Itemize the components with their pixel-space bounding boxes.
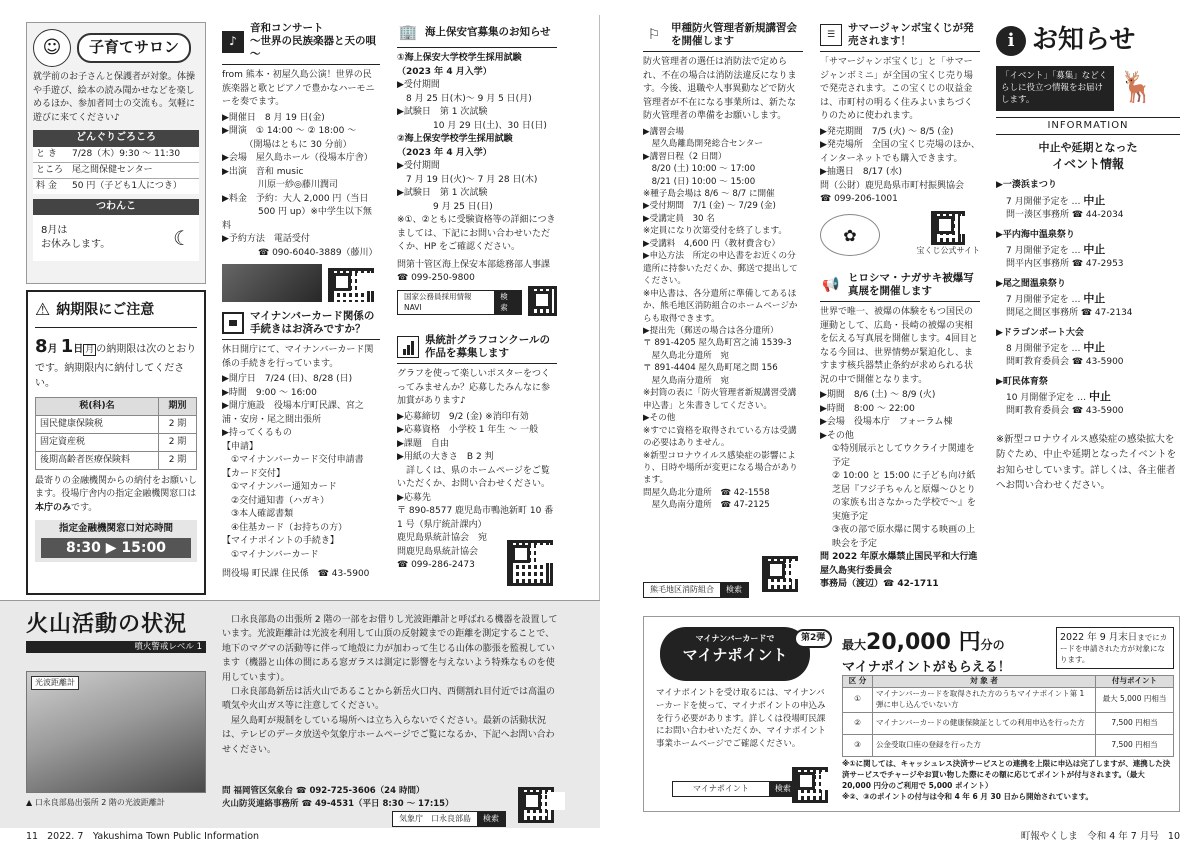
bouka-title: 甲種防火管理者新規講習会を開催します <box>671 22 797 48</box>
table-row: ② マイナンバーカードの健康保険証としての利用申込を行った方 7,500 円相当 <box>843 712 1174 734</box>
warning-icon: ⚠ <box>35 300 51 320</box>
kazan-contact: 問 福岡管区気象台 ☎ 092-725-3606（24 時間） 火山防災連絡事務所 ☎ 49-4531（平日 8:30 ～ 17:15） <box>222 786 454 809</box>
kazan-search-box[interactable]: 気象庁 口永良部島 検索 <box>392 811 506 827</box>
mynumber-items: ▶開庁日 7/24 (日)、8/28 (日) ▶時間 9:00 ～ 16:00 ▶開庁施設 役場本庁町民課、宮之浦・安房・尾之間出張所 ▶持ってくるもの 【申請】 ①マイナンバーカード交付申請書 【カード交付】 ①マイナンバー通知カード ②交付通知書（ハガキ） ③本人確認書類 ④住基カード（お持ちの方） 【マイナポイントの手続き】 ①マイナンバーカード <box>222 374 364 560</box>
mynumber-intro: 休日開庁にて、マイナンバーカード関係の手続きを行っています。 <box>222 345 374 369</box>
jumbo-title: サマージャンボ宝くじが発売されます！ <box>848 22 974 48</box>
kaijo-items: ①海上保安大学校学生採用試験 （2023 年 4 月入学） ▶受付期間 8 月 25 日(木)～ 9 月 5 日(月) ▶試験日 第 1 次試験 10 月 29 日(土)、30 日(日) ②海上保安学校学生採用試験 （2023 年 4 月入学） ▶受付期間 7 月 19 日(火)～ 7 月 28 日(木) ▶試験日 第 1 次試験 9 月 25 日(日) ※①、②ともに受験資格等の詳細につきましては、下記にお問い合わせいただくか、HP をご確認ください。 問第十管区海上保安本部総務部人事課 ☎ 099-250-9800 <box>397 53 556 283</box>
concert-subtitle: ～世界の民族楽器と天の唄～ <box>250 35 376 61</box>
deer-mascot-icon: 🦌 <box>1118 69 1156 105</box>
mynumber-section <box>222 310 380 595</box>
hours-box <box>35 520 197 562</box>
nouki-section <box>26 290 206 595</box>
sleeping-baby-icon: ☾ <box>173 225 191 250</box>
oshirase-sub-b: イベント情報 <box>1051 157 1124 172</box>
kazan-qr-code[interactable] <box>518 787 554 823</box>
tsuwanko-body: 8月は お休みします。 <box>41 224 111 251</box>
kazan-section <box>0 600 600 828</box>
mynapoint-body: マイナポイントを受け取るには、マイナンバーカードを使って、マイナポイントの申込みを行う必要があります。詳しくは役場町民課にお問い合わせいただくか、マイナポイント事業ホームページでご確認ください。 <box>656 688 826 749</box>
card-icon <box>222 312 244 334</box>
jumbo-section <box>820 22 980 267</box>
dondon-table <box>33 147 199 194</box>
lottery-ticket-icon: ☰ <box>820 24 842 46</box>
nouki-lead: 8月 1日 月 の納期限は次のとおりです。納期限内に納付してください。 <box>35 335 197 390</box>
mynapoint-dan: 第2弾 <box>794 629 832 648</box>
kazan-caption: ▲ 口永良部島出張所 2 階の光波距離計 <box>26 798 165 807</box>
mynapoint-table: 区 分 対 象 者 付与ポイント ① マイナンバーカードを取得された方のうちマイナポイント第 1 弾に申し込んでいない方 最大 5,000 円相当 ② マイナンバーカードの健康保険証としての利用申込を行った方 7,500 円相当 ③ 公金受取口座の登録を行った方 7,500 円相当 <box>842 675 1174 757</box>
tsuwanko-box <box>33 215 199 261</box>
graph-title: 県統計グラフコンクールの作品を募集します <box>425 334 551 360</box>
kosodate-body: 就学前のお子さんと保護者が対象。体操や手遊び、絵本の読み聞かせなどを楽しめるほか、参加者同士の交流も。気軽に遊びに来てください♪ <box>33 72 196 123</box>
dondon-row: ところ 尾之間保健センター <box>33 163 199 179</box>
info-icon: i <box>996 26 1026 56</box>
dondon-title: どんぐりごろころ <box>33 130 199 147</box>
hours-title: 指定金融機関窓口対応時間 <box>58 523 173 535</box>
nouki-table: 税(科)名 期別 国民健康保険税 2 期 固定資産税 2 期 後期高齢者医療保険料 2 期 <box>35 397 197 470</box>
kaijo-section <box>397 22 557 327</box>
concert-section <box>222 22 380 302</box>
fire-extinguisher-icon: ⚐ <box>647 26 661 43</box>
kosodate-section <box>26 22 206 284</box>
list-item: ▶ドラゴンボート大会 8 月開催予定を … 中止 問町教育委員会 ☎ 43-5900 <box>996 327 1124 367</box>
kaijo-search-box[interactable]: 国家公務員採用情報 NAVI 検索 <box>397 290 522 316</box>
graph-items: ▶応募締切 9/2 (金) ※消印有効 ▶応募資格 小学校 1 年生 ～ 一般 ▶課題 自由 ▶用紙の大きさ B 2 判 詳しくは、県のホームページをご覧いただくか、お問い合わせください。 ▶応募先 〒 890-8577 鹿児島市鴨池新町 10 番 1 号（県庁統計課内） 鹿児島県統計協会 宛 問鹿児島県統計協会 ☎ 099-286-2473 <box>397 411 554 571</box>
building-icon: 🏢 <box>398 23 418 42</box>
bouka-intro: 防火管理者の選任は消防法で定められ、不在の場合は消防法違反になります。今後、退職や人事異動などで防火管理者が不在になる事業所は、新たな防火管理者の準備をお願いします。 <box>643 57 797 122</box>
mynapoint-section <box>643 616 1180 812</box>
information-label: INFORMATION <box>996 117 1180 136</box>
mynapoint-deadline: 2022 年 9 月末日までにカードを申請された方が対象になります。 <box>1056 627 1174 669</box>
center-fold <box>599 15 600 600</box>
event-list <box>996 179 1180 418</box>
child-mother-icon: ☺ <box>33 29 71 67</box>
oshirase-desc: 「イベント」「募集」などくらしに役立つ情報をお届けします。 <box>996 66 1114 111</box>
bouka-section <box>643 22 803 595</box>
graph-intro: グラフを使って楽しいポスターをつくってみませんか？応募したみんなに参加賞があります♪ <box>397 369 551 407</box>
page-number: 11 <box>26 831 39 842</box>
hours-value: 8:30 ▶ 15:00 <box>41 538 191 558</box>
kazan-body: 口永良部島の出張所 2 階の一部をお借りし光波距離計と呼ばれる機器を設置しています。光波距離計は光波を利用して山頂の反射鏡までの距離を測定することで、地下のマグマの活動等に伴って地殻に力が加わって生じる山体の膨張を監視しています（機器と山体の間にある窓ガラスは測定に影響を与えないよう特殊なものを使用しています）。 口永良部島新岳は活火山であることから新岳火口内、西側割れ目付近では高温の噴気や火山ガス等に注意してください。 屋久島町が規制をしている場所へは立ち入らないでください。最新の活動状況は、テレビのデータ放送や気象庁ホームページでご覧になるか、下記へお問い合わせください。 <box>222 615 558 755</box>
list-item: ▶平内海中温泉祭り 7 月開催予定を … 中止 問平内区事務所 ☎ 47-2953 <box>996 229 1124 269</box>
footer-right: 町報やくしま 令和 4 年 7 月号 10 <box>1020 831 1180 842</box>
concert-qr-code[interactable] <box>328 268 374 302</box>
oshirase-title: お知らせ <box>1032 25 1136 55</box>
lottery-mascot-icon: ✿ <box>820 214 880 256</box>
table-row: ① マイナンバーカードを取得された方のうちマイナポイント第 1 弾に申し込んでいない方 最大 5,000 円相当 <box>843 687 1174 712</box>
hiroshima-intro: 世界で唯一、被爆の体験をもつ国民の運動として、広島・長崎の被爆の実相を伝える写真展を開催します。4回目となる今回は、世界情勢が緊迫化し、ますます核兵器禁止条約が求められる状況の中で開催となります。 <box>820 307 979 385</box>
table-row: 国民健康保険税 2 期 <box>36 415 197 433</box>
table-row: 固定資産税 2 期 <box>36 433 197 451</box>
kazan-title: 火山活動の状況 <box>26 612 188 637</box>
piano-icon: ♪ <box>222 31 244 53</box>
jumbo-qr-code[interactable] <box>931 211 965 245</box>
mynumber-contact: 問役場 町民課 住民係 ☎ 43-5900 <box>222 569 370 580</box>
dondon-row: 料 金 50 円（子ども1人につき） <box>36 180 182 191</box>
bar-chart-icon <box>397 336 419 358</box>
kazan-level: 噴火警戒レベル 1 <box>26 641 206 653</box>
bouka-items: ▶講習会場 屋久島離島開発総合センター ▶講習日程（2 日間） 8/20 (土) 10:00 ～ 17:00 8/21 (日) 10:00 ～ 15:00 ※種子島会場は 8/6 ～ 8/7 に開催 ▶受付期間 7/1 (金) ～ 7/29 (金) ▶受講定員 30 名 ※定員になり次第受付を終了します。 ▶受講料 4,600 円（教材費含む） ▶申込方法 所定の申込書をお近くの分遣所に持参いただくか、郵送で提出してください。 ※申込書は、各分遣所に準備してあるほか、熊毛地区消防組合のホームページからも取得できます。 ▶提出先（郵送の場合は各分遣所） 〒 891-4205 屋久島町宮之浦 1539-3 屋久島北分遣所 宛 〒 891-4404 屋久島町尾之間 156 屋久島南分遣所 宛 ※封筒の表に「防火管理者新規講習受講申込書」と朱書きしてください。 ▶その他 ※すでに資格を取得されている方は受講の必要はありません。 ※新型コロナウイルス感染症の影響により、日時や場所が変更になる場合があります。 問屋久島北分遣所 ☎ 42-1558 屋久島南分遣所 ☎ 47-2125 <box>643 126 798 511</box>
graph-qr-code[interactable] <box>507 540 553 586</box>
kazan-photo-tag: 光波距離計 <box>31 676 79 690</box>
jumbo-items: ▶発売期間 7/5 (火) ～ 8/5 (金) ▶発売場所 全国の宝くじ売場のほか、インターネットでも購入できます。 ▶抽選日 8/17 (水) 問（公財）鹿児島県市町村振興協会 ☎ 099-206-1001 <box>820 126 980 205</box>
mynapoint-search-box[interactable]: マイナポイント 検索 <box>672 781 798 797</box>
kazan-photo <box>26 671 206 793</box>
concert-intro: from 熊本・初屋久島公演！世界の民族楽器と歌とピアノで豊かなハーモニーを奏でます。 <box>222 70 375 108</box>
table-row: 後期高齢者医療保険料 2 期 <box>36 451 197 469</box>
hiroshima-title: ヒロシマ・ナガサキ被爆写真展を開催します <box>848 272 974 298</box>
hiroshima-items: ▶期間 8/6 (土) ～ 8/9 (火) ▶時間 8:00 ～ 22:00 ▶会場 役場本庁 フォーラム棟 ▶その他 ①特別展示としてウクライナ関連を予定 ② 10:00 と 15:00 に子ども向け紙芝居『フジ子ちゃんと原爆～ひとりの家族も出さなかった学校で～』を実施予定 ③夜の部で原水爆に関する映画の上映会を予定 問 2022 年原水爆禁止国民平和大行進 屋久島実行委員会 事務局（渡辺）☎ 42-1711 <box>820 390 978 590</box>
table-row: ③ 公金受取口座の登録を行った方 7,500 円相当 <box>843 734 1174 756</box>
mynapoint-logo: マイナンバーカードで マイナポイント <box>660 627 810 681</box>
mynumber-title: マイナンバーカード関係の手続きはお済みですか？ <box>250 310 375 336</box>
dondon-row: と き 7/28（木）9:30 ～ 11:30 <box>33 147 199 163</box>
megaphone-icon: 📢 <box>822 276 840 293</box>
oshirase-section <box>996 22 1180 597</box>
bouka-search-box[interactable]: 熊毛地区消防組合 検索 <box>643 582 749 598</box>
jumbo-intro: 「サマージャンボ宝くじ」と「サマージャンボミニ」が全国の宝くじ売り場で発売されます。この宝くじの収益金は、市町村の明るく住みよいまちづくりのために使われます。 <box>820 57 973 122</box>
bouka-qr-code[interactable] <box>762 556 798 592</box>
kosodate-title: 子育てサロン <box>77 33 191 63</box>
hiroshima-section <box>820 272 980 594</box>
concert-title: 音和コンサート <box>250 22 324 34</box>
kaijo-title: 海上保安官募集のお知らせ <box>425 26 551 39</box>
concert-photo <box>222 264 322 302</box>
jumbo-site-label: 宝くじ公式サイト <box>916 245 980 255</box>
list-item: ▶町民体育祭 10 月開催予定を … 中止 問町教育委員会 ☎ 43-5900 <box>996 377 1124 417</box>
nouki-note: 最寄りの金融機関からの納付をお願いします。役場庁舎内の指定金融機関窓口は本庁のみです。 <box>35 475 198 513</box>
mynapoint-headline: 最大20,000 円分の マイナポイントがもらえる！ <box>842 630 1011 675</box>
mynapoint-qr-code[interactable] <box>792 767 828 803</box>
page-number: 10 <box>1167 831 1180 842</box>
list-item: ▶尾之間温泉祭り 7 月開催予定を … 中止 問尾之間区事務所 ☎ 47-2134 <box>996 278 1133 318</box>
footer-left: 11 2022. 7 Yakushima Town Public Information <box>26 831 260 842</box>
list-item: ▶一湊浜まつり 7 月開催予定を … 中止 問一湊区事務所 ☎ 44-2034 <box>996 180 1124 220</box>
mynapoint-notes: ※①に関しては、キャッシュレス決済サービスとの連携を上限に申込は完了しますが、連携した決済サービスでチャージやお買い物した際にその額に応じてポイントが付与されます。（最大 20,000 円分のご利用で 5,000 ポイント） ※②、③のポイントの付与は令和 4 年 6 月 30 日から開始されています。 <box>842 759 1171 801</box>
nouki-title: 納期限にご注意 <box>56 302 155 319</box>
concert-items: ▶開催日 8 月 19 日(金) ▶開演 ① 14:00 ～ ② 18:00 ～ （開場はともに 30 分前） ▶会場 屋久島ホール（役場本庁舎） ▶出演 音和 music 川原一紗◎藤川潤司 ▶料金 予約：大人 2,000 円（当日 500 円 up）※中学生以下無料 ▶予約方法 電話受付 ☎ 090-6040-3889（藤川） <box>222 112 378 258</box>
kaijo-qr-code[interactable] <box>528 286 557 316</box>
oshirase-sub-a: 中止や延期となった <box>1038 141 1138 155</box>
tsuwanko-title: つわんこ <box>33 199 199 216</box>
oshirase-note: ※新型コロナウイルス感染症の感染拡大を防ぐため、中止や延期となったイベントをお知らせしています。詳しくは、各主催者へお問い合わせください。 <box>996 434 1177 491</box>
